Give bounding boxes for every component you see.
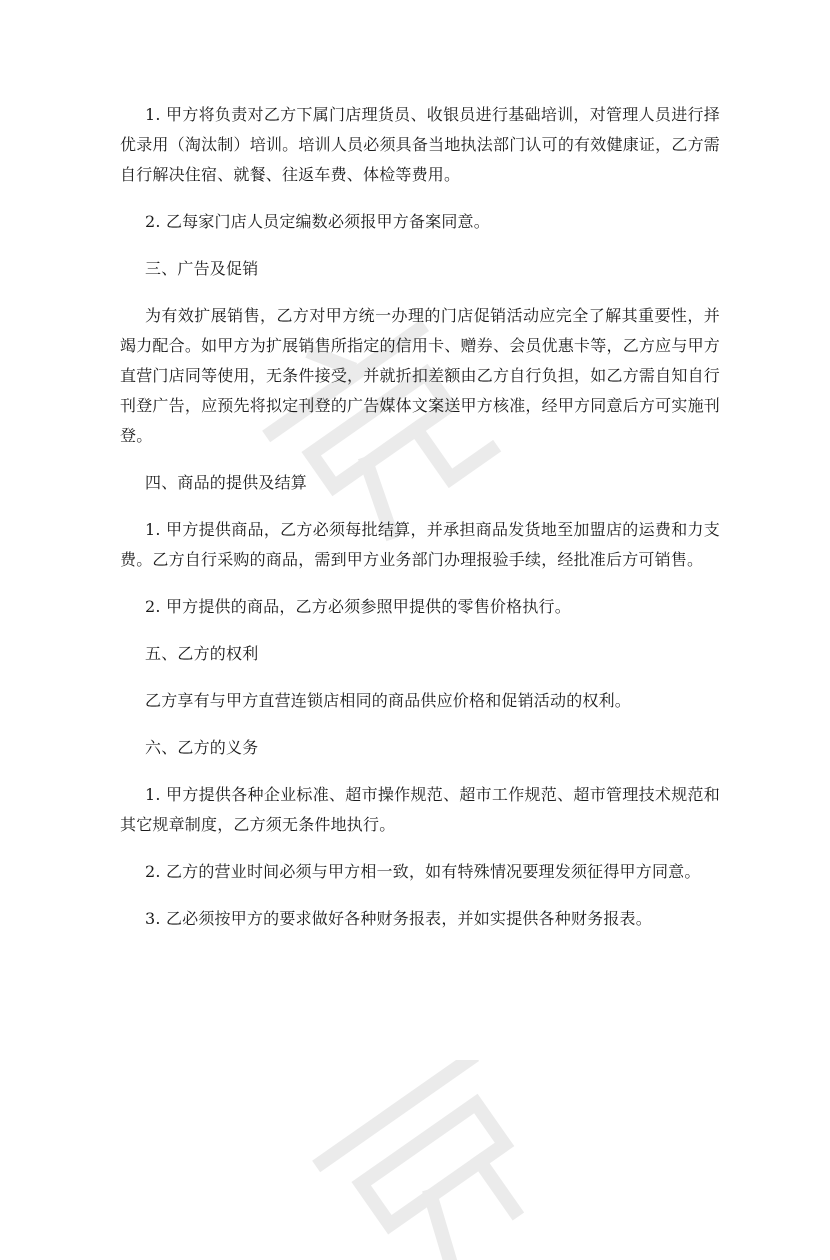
section-heading: 三、广告及促销 xyxy=(145,259,259,278)
paragraph: 2. 乙每家门店人员定编数必须报甲方备案同意。 xyxy=(145,212,490,231)
paragraph: 乙方享有与甲方直营连锁店相同的商品供应价格和促销活动的权利。 xyxy=(145,691,632,710)
watermark-logo xyxy=(300,1060,560,1260)
paragraph: 1. 甲方提供各种企业标准、超市操作规范、超市工作规范、超市管理技术规范和其它规章制度，乙方须无条件地执行。 xyxy=(120,785,720,834)
document-body xyxy=(120,100,720,951)
section-heading: 四、商品的提供及结算 xyxy=(145,473,308,492)
paragraph: 1. 甲方提供商品，乙方必须每批结算，并承担商品发货地至加盟店的运费和力支费。乙方自行采购的商品，需到甲方业务部门办理报验手续，经批准后方可销售。 xyxy=(120,520,720,569)
paragraph: 2. 乙方的营业时间必须与甲方相一致，如有特殊情况要理发须征得甲方同意。 xyxy=(145,862,701,881)
paragraph: 3. 乙必须按甲方的要求做好各种财务报表，并如实提供各种财务报表。 xyxy=(145,909,652,928)
paragraph: 为有效扩展销售，乙方对甲方统一办理的门店促销活动应完全了解其重要性，并竭力配合。如甲方为扩展销售所指定的信用卡、赠券、会员优惠卡等，乙方应与甲方直营门店同等使用，无条件接受，并就折扣差额由乙方自行负担，如乙方需自知自行刊登广告，应预先将拟定刊登的广告媒体文案送甲方核准，经甲方同意后方可实施刊登。 xyxy=(120,306,720,445)
paragraph: 1. 甲方将负责对乙方下属门店理货员、收银员进行基础培训，对管理人员进行择优录用（淘汰制）培训。培训人员必须具备当地执法部门认可的有效健康证，乙方需自行解决住宿、就餐、往返车费、体检等费用。 xyxy=(120,105,720,184)
section-heading: 五、乙方的权利 xyxy=(145,644,259,663)
section-heading: 六、乙方的义务 xyxy=(145,738,259,757)
paragraph: 2. 甲方提供的商品，乙方必须参照甲提供的零售价格执行。 xyxy=(145,597,571,616)
